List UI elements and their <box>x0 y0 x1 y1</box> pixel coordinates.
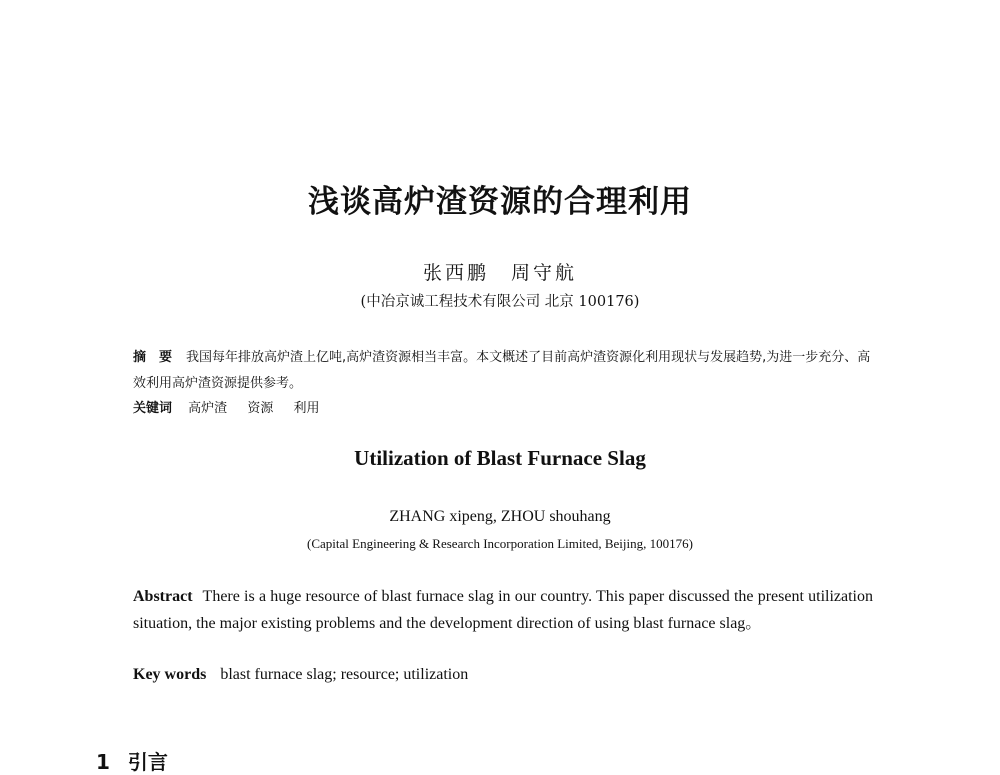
section-heading <box>96 746 168 775</box>
abstract-english-label: Abstract <box>133 588 193 605</box>
keyword-chinese: 资源 <box>247 401 274 416</box>
authors-english: ZHANG xipeng, ZHOU shouhang <box>389 508 611 525</box>
keyword-chinese: 高炉渣 <box>188 401 228 416</box>
section-number: 1 <box>96 750 110 774</box>
keywords-chinese-label: 关键词 <box>133 401 173 416</box>
keyword-chinese: 利用 <box>293 401 320 416</box>
section-title: 引言 <box>127 750 168 774</box>
abstract-chinese <box>133 345 873 397</box>
keywords-english <box>133 666 873 684</box>
keywords-english-label: Key words <box>133 666 207 683</box>
affiliation-english: (Capital Engineering & Research Incorporation Limited, Beijing, 100176) <box>307 536 693 551</box>
abstract-chinese-label: 摘 要 <box>133 350 173 365</box>
abstract-english <box>133 583 873 637</box>
abstract-english-text: There is a huge resource of blast furnace slag in our country. This paper discussed the present utilization situation, the major existing problems and the development direction of using blast furnace slag。 <box>133 588 873 632</box>
keywords-english-text: blast furnace slag; resource; utilization <box>220 666 469 683</box>
keywords-chinese <box>133 397 873 416</box>
title-english: Utilization of Blast Furnace Slag <box>354 446 646 470</box>
title-chinese: 浅谈高炉渣资源的合理利用 <box>308 184 692 220</box>
authors-chinese: 张西鹏 周守航 <box>422 262 577 284</box>
affiliation-chinese: (中冶京诚工程技术有限公司 北京 100176) <box>360 294 640 310</box>
abstract-chinese-text: 我国每年排放高炉渣上亿吨,高炉渣资源相当丰富。本文概述了目前高炉渣资源化利用现状与发展趋势,为进一步充分、高效利用高炉渣资源提供参考。 <box>133 350 871 391</box>
